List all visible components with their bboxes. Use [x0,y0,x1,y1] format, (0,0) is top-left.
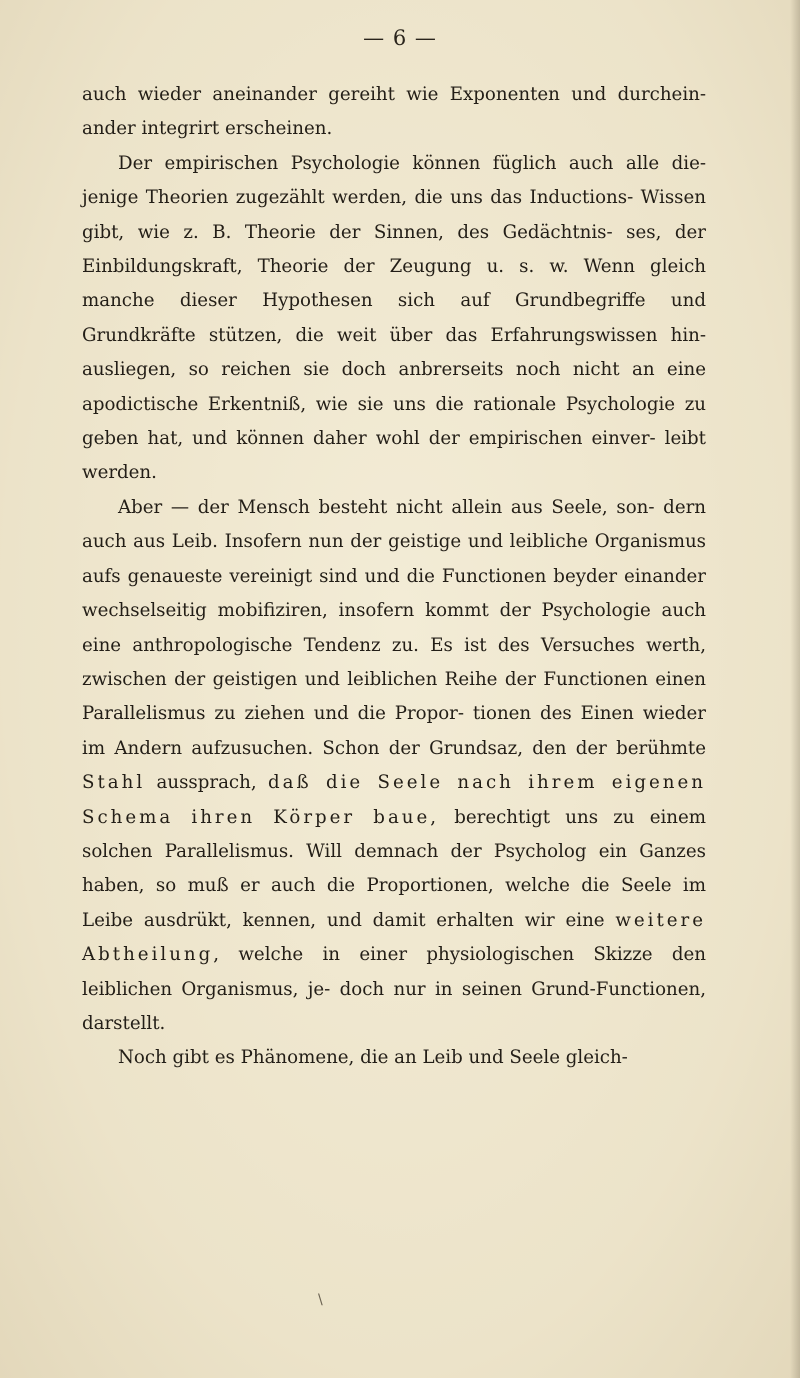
name-stahl: Stahl [82,772,146,794]
term-further-division: weitere Abtheilung [82,909,706,966]
scan-mark: \ [318,1292,323,1308]
paragraph-text-b: aussprach, [156,772,257,794]
paragraph-phenomena: Noch gibt es Phänomene, die an Leib und Seele gleich- [118,1047,628,1069]
paragraph-empirical-psychology: Der empirischen Psychologie können füglich auch alle die- jenige Theorien zugezählt werden, die uns das Inductions- Wissen gibt, wie z. B. Theorie der Sinnen, des Gedächtnis- ses, der Einbildungskraft, Theorie der Zeugung u. s. w. Wenn gleich manche dieser Hypothesen sich auf Grundbegriffe und Grundkräfte stützen, die weit über das Erfahrungswissen hin- ausliegen, so reichen sie doch anbrerseits noch nicht an eine apodictische Erkentniß, wie sie uns die rationale Psychologie zu geben hat, und können daher wohl der empirischen einver- leibt werden. [82,152,706,484]
stahl-quote: daß die Seele nach ihrem eigenen Schema ihren Körper baue, [82,772,706,828]
paragraph-text-d: , welche in einer physiologischen Skizze den leiblichen Organismus, je- doch nur in seinen Grund-Functionen, darstellt. [82,944,706,1034]
body-text [82,78,706,1076]
page-number: — 6 — [363,26,437,50]
paragraph-text-a: Aber — der Mensch besteht nicht allein aus Seele, son- dern auch aus Leib. Insofern nun der geistige und leibliche Organismus aufs genaueste vereinigt sind und die Functionen beyder einander wechselseitig mobifiziren, insofern kommt der Psychologie auch eine anthropologische Tendenz zu. Es ist des Versuches werth, zwischen der geistigen und leiblichen Reihe der Functionen einen Parallelismus zu ziehen und die Propor- tionen des Einen wieder im Andern aufzusuchen. Schon der Grundsaz, den der berühmte [82,496,706,759]
paragraph-body-and-soul [82,491,706,1042]
paragraph-text-c: berechtigt uns zu einem solchen Parallelismus. Will demnach der Psycholog ein Ganzes haben, so muß er auch die Proportionen, welche die Seele im Leibe ausdrükt, kennen, und damit erhalten wir eine [82,806,706,931]
paragraph-continuation: auch wieder aneinander gereiht wie Exponenten und durchein- ander integrirt erscheinen. [82,84,706,140]
page-edge-shadow [790,0,800,1378]
